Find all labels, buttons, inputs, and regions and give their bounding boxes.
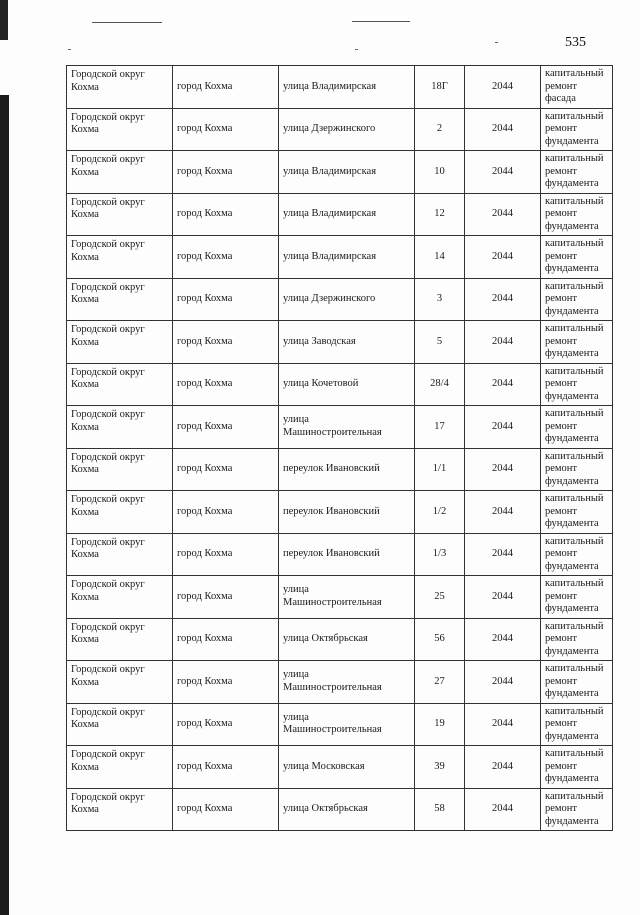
house-number-cell: 2 <box>415 108 465 151</box>
planned-year-cell: 2044 <box>465 661 541 704</box>
city-cell: город Кохма <box>173 491 279 534</box>
scan-edge-top <box>0 0 8 40</box>
table-row <box>67 278 613 321</box>
street-cell: улица Владимирская <box>279 236 415 279</box>
house-number-cell: 18Г <box>415 66 465 109</box>
planned-year-cell: 2044 <box>465 491 541 534</box>
work-type-cell: капитальный ремонт фундамента <box>541 321 613 364</box>
house-number-cell: 58 <box>415 788 465 831</box>
table-body <box>67 66 613 831</box>
work-type-cell: капитальный ремонт фундамента <box>541 491 613 534</box>
municipality-cell: Городской округ Кохма <box>67 151 173 194</box>
street-cell: переулок Ивановский <box>279 533 415 576</box>
municipality-cell: Городской округ Кохма <box>67 406 173 449</box>
work-type-cell: капитальный ремонт фундамента <box>541 236 613 279</box>
street-cell: улица Машиностроительная <box>279 576 415 619</box>
work-type-cell: капитальный ремонт фасада <box>541 66 613 109</box>
table-row <box>67 788 613 831</box>
work-type-cell: капитальный ремонт фундамента <box>541 533 613 576</box>
planned-year-cell: 2044 <box>465 788 541 831</box>
municipality-cell: Городской округ Кохма <box>67 193 173 236</box>
scan-edge-left <box>0 95 9 915</box>
street-cell: улица Заводская <box>279 321 415 364</box>
planned-year-cell: 2044 <box>465 363 541 406</box>
street-cell: улица Машиностроительная <box>279 703 415 746</box>
table-row <box>67 321 613 364</box>
work-type-cell: капитальный ремонт фундамента <box>541 151 613 194</box>
planned-year-cell: 2044 <box>465 108 541 151</box>
table-row <box>67 193 613 236</box>
planned-year-cell: 2044 <box>465 533 541 576</box>
work-type-cell: капитальный ремонт фундамента <box>541 406 613 449</box>
scan-mark <box>355 49 358 50</box>
city-cell: город Кохма <box>173 321 279 364</box>
house-number-cell: 17 <box>415 406 465 449</box>
house-number-cell: 56 <box>415 618 465 661</box>
work-type-cell: капитальный ремонт фундамента <box>541 703 613 746</box>
municipality-cell: Городской округ Кохма <box>67 321 173 364</box>
city-cell: город Кохма <box>173 788 279 831</box>
street-cell: улица Машиностроительная <box>279 406 415 449</box>
municipality-cell: Городской округ Кохма <box>67 618 173 661</box>
table-row <box>67 618 613 661</box>
city-cell: город Кохма <box>173 746 279 789</box>
planned-year-cell: 2044 <box>465 746 541 789</box>
house-number-cell: 1/3 <box>415 533 465 576</box>
work-type-cell: капитальный ремонт фундамента <box>541 448 613 491</box>
city-cell: город Кохма <box>173 108 279 151</box>
municipality-cell: Городской округ Кохма <box>67 491 173 534</box>
municipality-cell: Городской округ Кохма <box>67 576 173 619</box>
city-cell: город Кохма <box>173 618 279 661</box>
street-cell: улица Машиностроительная <box>279 661 415 704</box>
municipality-cell: Городской округ Кохма <box>67 448 173 491</box>
planned-year-cell: 2044 <box>465 278 541 321</box>
scan-line <box>352 21 410 22</box>
municipality-cell: Городской округ Кохма <box>67 703 173 746</box>
scan-mark <box>495 42 498 43</box>
house-number-cell: 28/4 <box>415 363 465 406</box>
table-row <box>67 703 613 746</box>
planned-year-cell: 2044 <box>465 321 541 364</box>
city-cell: город Кохма <box>173 193 279 236</box>
city-cell: город Кохма <box>173 703 279 746</box>
house-number-cell: 39 <box>415 746 465 789</box>
street-cell: переулок Ивановский <box>279 448 415 491</box>
city-cell: город Кохма <box>173 151 279 194</box>
table-row <box>67 236 613 279</box>
planned-year-cell: 2044 <box>465 406 541 449</box>
house-number-cell: 1/1 <box>415 448 465 491</box>
street-cell: улица Дзержинского <box>279 278 415 321</box>
city-cell: город Кохма <box>173 363 279 406</box>
municipality-cell: Городской округ Кохма <box>67 533 173 576</box>
table-row <box>67 448 613 491</box>
planned-year-cell: 2044 <box>465 703 541 746</box>
planned-year-cell: 2044 <box>465 66 541 109</box>
street-cell: переулок Ивановский <box>279 491 415 534</box>
table-row <box>67 151 613 194</box>
city-cell: город Кохма <box>173 406 279 449</box>
city-cell: город Кохма <box>173 66 279 109</box>
work-type-cell: капитальный ремонт фундамента <box>541 193 613 236</box>
table-row <box>67 746 613 789</box>
work-type-cell: капитальный ремонт фундамента <box>541 746 613 789</box>
table-row <box>67 491 613 534</box>
municipality-cell: Городской округ Кохма <box>67 236 173 279</box>
table-row <box>67 363 613 406</box>
work-type-cell: капитальный ремонт фундамента <box>541 363 613 406</box>
municipality-cell: Городской округ Кохма <box>67 363 173 406</box>
work-type-cell: капитальный ремонт фундамента <box>541 108 613 151</box>
city-cell: город Кохма <box>173 533 279 576</box>
city-cell: город Кохма <box>173 576 279 619</box>
street-cell: улица Московская <box>279 746 415 789</box>
street-cell: улица Владимирская <box>279 151 415 194</box>
table-row <box>67 661 613 704</box>
table-row <box>67 108 613 151</box>
table-row <box>67 576 613 619</box>
street-cell: улица Дзержинского <box>279 108 415 151</box>
house-number-cell: 25 <box>415 576 465 619</box>
street-cell: улица Кочетовой <box>279 363 415 406</box>
house-number-cell: 27 <box>415 661 465 704</box>
table-row <box>67 406 613 449</box>
street-cell: улица Октябрьская <box>279 788 415 831</box>
planned-year-cell: 2044 <box>465 576 541 619</box>
house-number-cell: 14 <box>415 236 465 279</box>
work-type-cell: капитальный ремонт фундамента <box>541 576 613 619</box>
planned-year-cell: 2044 <box>465 448 541 491</box>
house-number-cell: 10 <box>415 151 465 194</box>
scan-line <box>92 22 162 23</box>
municipality-cell: Городской округ Кохма <box>67 746 173 789</box>
scan-mark <box>68 49 71 50</box>
municipality-cell: Городской округ Кохма <box>67 66 173 109</box>
municipality-cell: Городской округ Кохма <box>67 278 173 321</box>
repair-schedule-table <box>66 65 613 831</box>
street-cell: улица Владимирская <box>279 66 415 109</box>
street-cell: улица Октябрьская <box>279 618 415 661</box>
street-cell: улица Владимирская <box>279 193 415 236</box>
city-cell: город Кохма <box>173 448 279 491</box>
planned-year-cell: 2044 <box>465 618 541 661</box>
city-cell: город Кохма <box>173 236 279 279</box>
municipality-cell: Городской округ Кохма <box>67 108 173 151</box>
municipality-cell: Городской округ Кохма <box>67 788 173 831</box>
table-row <box>67 66 613 109</box>
planned-year-cell: 2044 <box>465 193 541 236</box>
house-number-cell: 12 <box>415 193 465 236</box>
city-cell: город Кохма <box>173 661 279 704</box>
municipality-cell: Городской округ Кохма <box>67 661 173 704</box>
house-number-cell: 3 <box>415 278 465 321</box>
planned-year-cell: 2044 <box>465 236 541 279</box>
house-number-cell: 19 <box>415 703 465 746</box>
work-type-cell: капитальный ремонт фундамента <box>541 618 613 661</box>
table-row <box>67 533 613 576</box>
house-number-cell: 1/2 <box>415 491 465 534</box>
work-type-cell: капитальный ремонт фундамента <box>541 788 613 831</box>
work-type-cell: капитальный ремонт фундамента <box>541 661 613 704</box>
city-cell: город Кохма <box>173 278 279 321</box>
work-type-cell: капитальный ремонт фундамента <box>541 278 613 321</box>
house-number-cell: 5 <box>415 321 465 364</box>
page-number: 535 <box>565 35 586 50</box>
planned-year-cell: 2044 <box>465 151 541 194</box>
